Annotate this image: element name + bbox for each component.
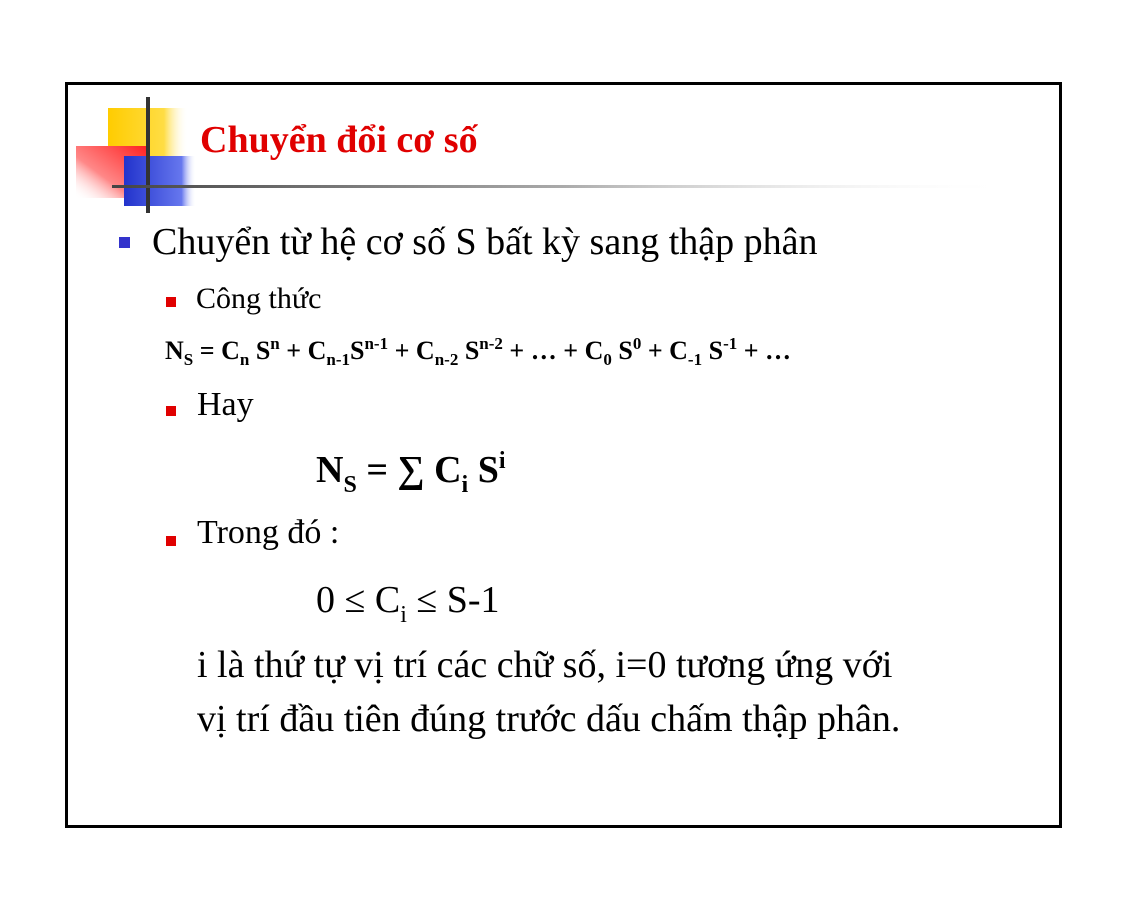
- trong-do-label: Trong đó :: [197, 514, 340, 551]
- formula-sum: $N_S$ = ∑ $C_i$ $S^i$: [316, 448, 506, 498]
- formula-label: Công thức: [196, 282, 322, 315]
- hay-label: Hay: [197, 386, 254, 423]
- slide-title: Chuyển đổi cơ số: [200, 119, 478, 161]
- explanation-line-1: i là thứ tự vị trí các chữ số, i=0 tương ứng với: [197, 644, 893, 686]
- explanation-line-2: vị trí đầu tiên đúng trước dấu chấm thập phân.: [197, 698, 901, 740]
- bullet-main-text: Chuyển từ hệ cơ số S bất kỳ sang thập phân: [152, 221, 818, 263]
- constraint-formula: $0 \le C_i \le S-1$: [316, 579, 500, 628]
- formula-full: $N_S = C_n$ $S^n + C_{n-1}S^{n-1} + C_{n-2}$ $S^{n-2}$ + … + $C_0$ $S^0 + C_{-1}$ $S^{-1}$ + …: [165, 334, 792, 369]
- bullet-level2-icon: [166, 297, 176, 307]
- bullet-level2-icon: [166, 536, 176, 546]
- bullet-level2-icon: [166, 406, 176, 416]
- bullet-level1-icon: [119, 237, 130, 248]
